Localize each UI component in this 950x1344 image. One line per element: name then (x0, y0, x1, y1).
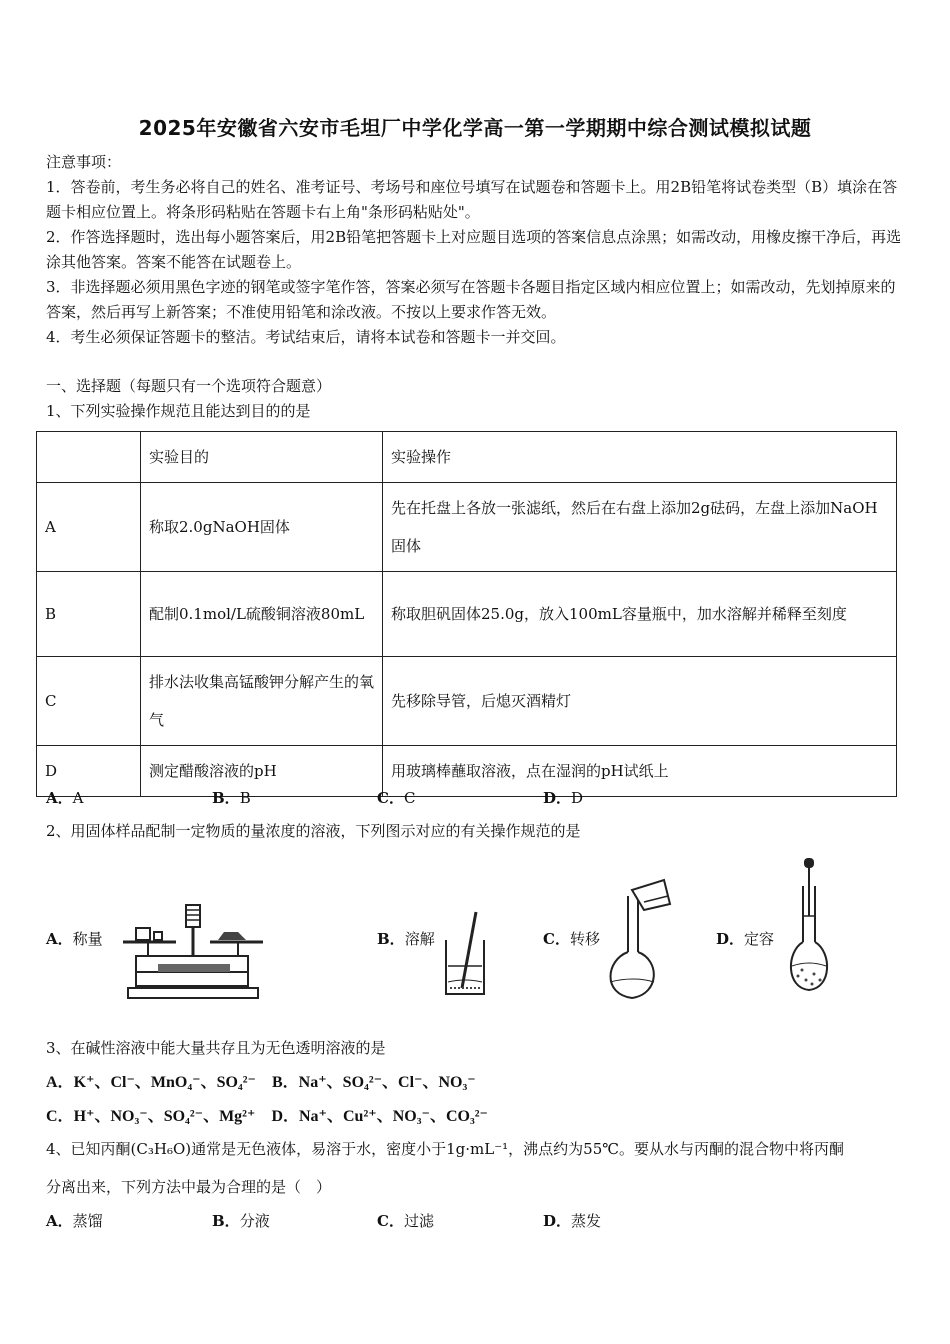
q1-row-b-operation: 称取胆矾固体25.0g，放入100mL容量瓶中，加水溶解并稀释至刻度 (383, 572, 897, 657)
q3-options-cd: C．H⁺、NO₃⁻、SO₄²⁻、Mg²⁺ D．Na⁺、Cu²⁺、NO₃⁻、CO₃²⁻ (46, 1108, 488, 1125)
q1-option-a: A．A (46, 789, 84, 807)
q1-row-d-label: D (37, 746, 141, 797)
notice-item-4: 4．考生必须保证答题卡的整洁。考试结束后，请将本试卷和答题卡一并交回。 (46, 328, 566, 346)
beaker-figure (440, 910, 490, 998)
q4-option-a: A．蒸馏 (46, 1212, 103, 1230)
q3-options-ab: A．K⁺、Cl⁻、MnO₄⁻、SO₄²⁻ B．Na⁺、SO₄²⁻、Cl⁻、NO₃⁻ (46, 1074, 476, 1091)
q1-row-c-goal: 排水法收集高锰酸钾分解产生的氧气 (141, 657, 383, 746)
section-heading: 一、选择题（每题只有一个选项符合题意） (46, 377, 332, 395)
q4-option-c: C．过滤 (377, 1212, 434, 1230)
q3-stem: 3、在碱性溶液中能大量共存且为无色透明溶液的是 (46, 1039, 386, 1057)
notice-heading: 注意事项： (46, 153, 122, 171)
volumetric-flask-figure (784, 856, 834, 996)
q4-stem-line1: 4、已知丙酮(C₃H₆O)通常是无色液体，易溶于水，密度小于1g·mL⁻¹，沸点约为55℃。要从水与丙酮的混合物中将丙酮 (46, 1140, 845, 1158)
q1-row-a-operation: 先在托盘上各放一张滤纸，然后在右盘上添加2g砝码，左盘上添加NaOH固体 (383, 483, 897, 572)
q1-row-d-operation: 用玻璃棒蘸取溶液，点在湿润的pH试纸上 (383, 746, 897, 797)
q1-option-b: B．B (212, 789, 251, 807)
q1-row-c-label: C (37, 657, 141, 746)
notice-item-2: 2．作答选择题时，选出每小题答案后，用2B铅笔把答题卡上对应题目选项的答案信息点涂黑；如需改动，用橡皮擦干净后，再选涂其他答案。答案不能答在试题卷上。 (46, 228, 902, 271)
notice-item-1: 1．答卷前，考生务必将自己的姓名、准考证号、考场号和座位号填写在试题卷和答题卡上。用2B铅笔将试卷类型（B）填涂在答题卡相应位置上。将条形码粘贴在答题卡右上角"条形码粘贴处"。 (46, 178, 898, 221)
q1-row-c-operation: 先移除导管，后熄灭酒精灯 (383, 657, 897, 746)
q1-header-operation: 实验操作 (383, 432, 897, 483)
q2-option-d: D．定容 (716, 930, 775, 948)
q4-stem-line2: 分离出来，下列方法中最为合理的是（ ） (46, 1178, 332, 1196)
page-title: 2025年安徽省六安市毛坦厂中学化学高一第一学期期中综合测试模拟试题 (138, 116, 812, 140)
q4-option-b: B．分液 (212, 1212, 270, 1230)
q1-row-b-label: B (37, 572, 141, 657)
q1-row-b-goal: 配制0.1mol/L硫酸铜溶液80mL (141, 572, 383, 657)
q1-header-goal: 实验目的 (141, 432, 383, 483)
q1-option-c: C．C (377, 789, 416, 807)
q2-stem: 2、用固体样品配制一定物质的量浓度的溶液，下列图示对应的有关操作规范的是 (46, 822, 581, 840)
q4-option-d: D．蒸发 (543, 1212, 602, 1230)
flask-transfer-figure (598, 876, 678, 1002)
q1-row-a-goal: 称取2.0gNaOH固体 (141, 483, 383, 572)
q2-option-c: C．转移 (543, 930, 600, 948)
notice-item-3: 3．非选择题必须用黑色字迹的钢笔或签字笔作答，答案必须写在答题卡各题目指定区域内相应位置上；如需改动，先划掉原来的答案，然后再写上新答案；不准使用铅笔和涂改液。不按以上要求作答无效。 (46, 278, 896, 321)
q1-row-a-label: A (37, 483, 141, 572)
q1-header-blank (37, 432, 141, 483)
q1-stem: 1、下列实验操作规范且能达到目的的是 (46, 402, 311, 420)
q1-row-d-goal: 测定醋酸溶液的pH (141, 746, 383, 797)
q1-table (36, 431, 897, 797)
q1-option-d: D．D (543, 789, 584, 807)
balance-figure (118, 900, 268, 1002)
q2-option-a: A．称量 (46, 930, 103, 948)
q2-option-b: B．溶解 (377, 930, 435, 948)
